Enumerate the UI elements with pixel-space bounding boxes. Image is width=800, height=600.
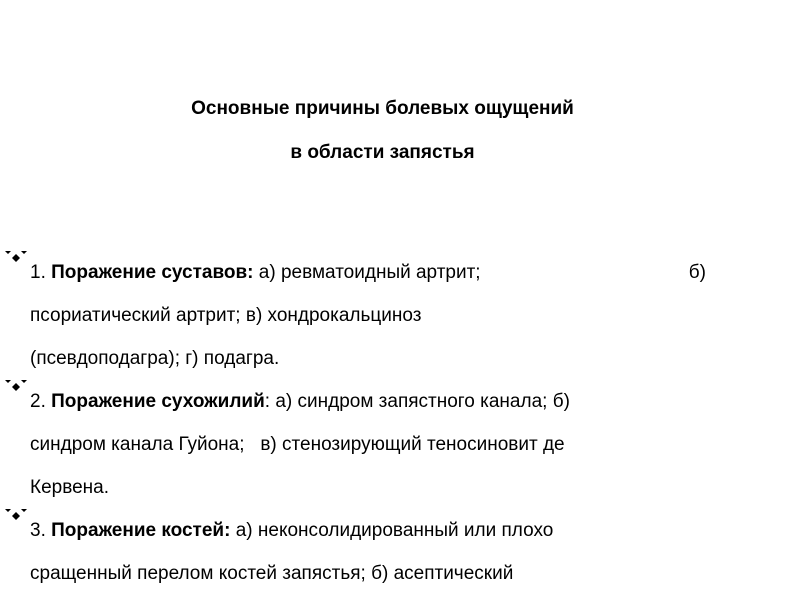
item-text: а) ревматоидный артрит; — [258, 262, 481, 283]
item-heading: Поражение суставов: — [51, 262, 254, 283]
item-heading: Поражение сухожилий — [51, 391, 265, 412]
slide-title-line-2: в области запястья — [290, 142, 475, 163]
item-2-line-2: синдром канала Гуйона; в) стенозирующий теносиновит де — [30, 434, 565, 455]
list-item-bones — [0, 509, 706, 595]
item-text: : а) синдром запястного канала; б) — [264, 391, 570, 412]
item-number: 2. — [30, 391, 46, 412]
item-2-line-3: Кервена. — [30, 477, 109, 498]
item-1-line-3: (псевдоподагра); г) подагра. — [30, 348, 280, 369]
slide-title-line-1: Основные причины болевых ощущений — [191, 98, 574, 119]
list-item-joints — [0, 251, 706, 380]
list-item-tendons — [0, 380, 706, 509]
item-text: сращенный перелом костей запястья; — [30, 563, 366, 584]
item-3-line-1 — [30, 509, 706, 552]
item-heading: Поражение костей: — [51, 520, 231, 541]
item-text: а) неконсолидированный или плохо — [235, 520, 554, 541]
four-diamond-bullet-icon — [3, 251, 29, 263]
four-diamond-bullet-icon — [3, 380, 29, 392]
item-1-line-1 — [30, 251, 706, 294]
bullet-list — [0, 251, 800, 595]
item-1-line-2: псориатический артрит; в) хондрокальциноз — [30, 305, 422, 326]
item-text-end: б) — [688, 262, 706, 283]
item-number: 1. — [30, 262, 46, 283]
item-2-line-1 — [30, 380, 706, 423]
item-text: б) асептический — [371, 563, 514, 584]
item-number: 3. — [30, 520, 46, 541]
item-3-line-2 — [30, 552, 706, 595]
four-diamond-bullet-icon — [3, 509, 29, 521]
